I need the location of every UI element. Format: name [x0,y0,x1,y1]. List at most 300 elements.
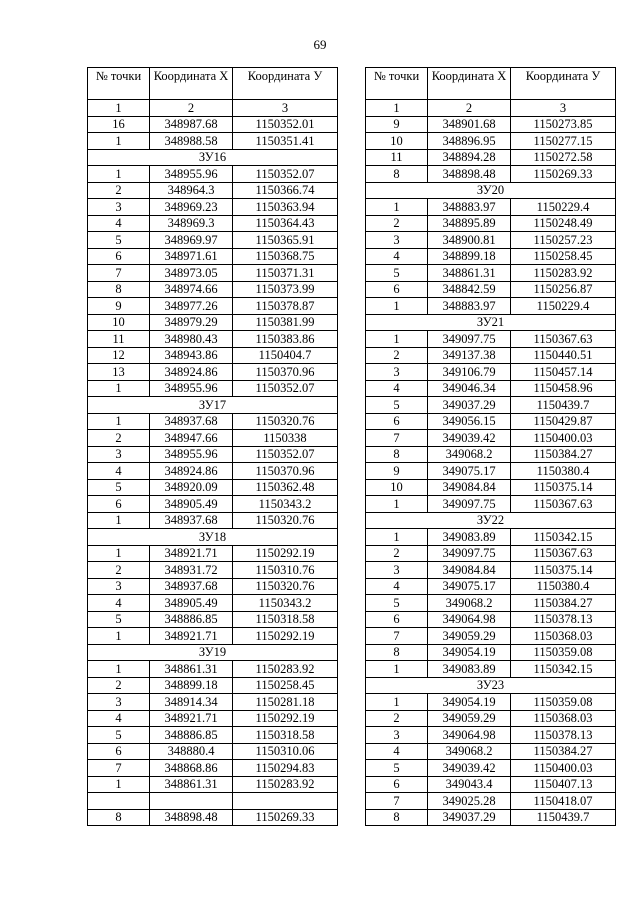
point-number-cell: 1 [88,166,150,183]
table-row [88,446,338,463]
coordinate-y-cell: 1150366.74 [233,182,338,199]
table-row [88,611,338,628]
table-row [366,611,616,628]
coordinate-y-cell: 1150371.31 [233,265,338,282]
point-number-cell: 9 [366,463,428,480]
table-row [366,776,616,793]
table-row [88,232,338,249]
table-row [88,793,338,810]
coordinate-x-cell: 348899.18 [428,248,511,265]
section-row [88,644,338,661]
section-title: ЗУ22 [366,512,616,529]
point-number-cell: 4 [88,710,150,727]
coordinate-y-cell: 1150229.4 [511,298,616,315]
coordinate-x-cell: 349084.84 [428,562,511,579]
table-row [88,347,338,364]
coordinate-x-cell: 348900.81 [428,232,511,249]
coordinate-x-cell: 348895.89 [428,215,511,232]
section-title: ЗУ20 [366,182,616,199]
coordinate-y-cell: 1150292.19 [233,628,338,645]
point-number-cell: 1 [366,694,428,711]
coordinate-x-cell: 348868.86 [150,760,233,777]
point-number-cell: 3 [88,694,150,711]
table-row [366,545,616,562]
coordinate-y-cell: 1150368.75 [233,248,338,265]
coordinate-x-cell: 349097.75 [428,496,511,513]
table-row [366,496,616,513]
point-number-cell: 7 [88,760,150,777]
point-number-cell: 16 [88,116,150,133]
table-row [366,446,616,463]
table-row [366,743,616,760]
point-number-cell: 1 [366,496,428,513]
point-number-cell: 5 [366,595,428,612]
point-number-cell: 8 [88,281,150,298]
coordinate-x-cell: 348898.48 [150,809,233,826]
section-title: ЗУ23 [366,677,616,694]
coordinate-x-cell: 349056.15 [428,413,511,430]
table-row [88,776,338,793]
coordinate-y-cell: 1150378.13 [511,727,616,744]
table-row [366,265,616,282]
coordinate-y-cell: 1150338 [233,430,338,447]
coordinate-y-cell: 1150320.76 [233,578,338,595]
coordinate-y-cell: 1150365.91 [233,232,338,249]
point-number-cell: 7 [366,628,428,645]
section-title: ЗУ16 [88,149,338,166]
table-row [366,331,616,348]
coordinate-y-cell: 1150292.19 [233,545,338,562]
coordinate-x-cell: 348894.28 [428,149,511,166]
coordinate-y-cell: 1150375.14 [511,562,616,579]
coordinate-y-cell: 1150283.92 [511,265,616,282]
table-row [366,298,616,315]
coordinate-x-cell: 348899.18 [150,677,233,694]
coordinate-y-cell: 1150258.45 [511,248,616,265]
point-number-cell: 3 [366,727,428,744]
coordinate-x-cell: 348937.68 [150,578,233,595]
table-row [88,430,338,447]
table-row [88,281,338,298]
coordinate-x-cell: 348973.05 [150,265,233,282]
point-number-cell: 2 [366,347,428,364]
point-number-cell: 4 [366,380,428,397]
coordinate-y-cell: 1150257.23 [511,232,616,249]
coordinate-y-cell: 1150277.15 [511,133,616,150]
coordinate-x-cell: 348955.96 [150,166,233,183]
table-row [366,199,616,216]
point-number-cell: 4 [366,248,428,265]
coordinate-x-cell: 349083.89 [428,661,511,678]
point-number-cell: 11 [88,331,150,348]
point-number-cell [88,793,150,810]
table-row [366,380,616,397]
coordinate-y-cell: 1150352.07 [233,446,338,463]
page-number: 69 [313,37,327,52]
coordinate-y-cell: 1150320.76 [233,512,338,529]
coordinate-x-cell: 348861.31 [150,661,233,678]
coordinate-y-cell: 1150400.03 [511,430,616,447]
coordinate-y-cell: 1150229.4 [511,199,616,216]
section-title: ЗУ17 [88,397,338,414]
point-number-cell: 1 [88,512,150,529]
coordinate-x-cell: 349106.79 [428,364,511,381]
coordinate-y-cell: 1150364.43 [233,215,338,232]
point-number-cell: 3 [88,446,150,463]
table-row [88,496,338,513]
point-number-cell: 8 [366,809,428,826]
coordinate-x-cell: 348947.66 [150,430,233,447]
table-row [88,743,338,760]
coordinate-y-cell: 1150359.08 [511,644,616,661]
point-number-cell: 11 [366,149,428,166]
point-number-cell: 5 [88,479,150,496]
coordinate-y-cell: 1150343.2 [233,595,338,612]
coordinate-x-cell: 348971.61 [150,248,233,265]
coordinate-y-cell: 1150384.27 [511,446,616,463]
table-row [366,116,616,133]
table-row [88,545,338,562]
coordinate-y-cell: 1150362.48 [233,479,338,496]
coordinate-y-cell: 1150384.27 [511,743,616,760]
table-row [366,760,616,777]
section-row [88,149,338,166]
point-number-cell: 5 [366,760,428,777]
coordinate-y-cell: 1150342.15 [511,529,616,546]
coordinate-y-cell: 1150407.13 [511,776,616,793]
coordinate-y-cell: 1150310.06 [233,743,338,760]
point-number-cell: 2 [88,677,150,694]
point-number-cell: 2 [366,215,428,232]
header-coordinate-x: Координата Х [150,68,233,100]
section-title: ЗУ18 [88,529,338,546]
point-number-cell: 1 [88,776,150,793]
coordinate-x-cell: 348883.97 [428,298,511,315]
table-row [88,166,338,183]
coordinate-y-cell: 1150439.7 [511,397,616,414]
coordinate-y-cell: 1150457.14 [511,364,616,381]
coordinate-y-cell: 1150343.2 [233,496,338,513]
table-row [88,463,338,480]
point-number-cell: 8 [366,446,428,463]
point-number-cell: 4 [366,743,428,760]
section-row [366,182,616,199]
coordinate-x-cell: 348987.68 [150,116,233,133]
point-number-cell: 12 [88,347,150,364]
coordinate-y-cell: 1150352.07 [233,380,338,397]
coordinate-x-cell: 348969.23 [150,199,233,216]
table-row [366,232,616,249]
coordinate-x-cell: 348979.29 [150,314,233,331]
coordinate-y-cell: 1150269.33 [511,166,616,183]
coordinate-y-cell: 1150292.19 [233,710,338,727]
coordinate-x-cell: 348905.49 [150,496,233,513]
coordinate-y-cell: 1150370.96 [233,463,338,480]
table-row [88,314,338,331]
coordinate-y-cell: 1150272.58 [511,149,616,166]
coordinate-y-cell: 1150367.63 [511,496,616,513]
coordinate-y-cell: 1150273.85 [511,116,616,133]
point-number-cell: 5 [366,397,428,414]
coordinate-x-cell: 349075.17 [428,463,511,480]
coordinate-x-cell: 349054.19 [428,644,511,661]
coordinate-x-cell: 348905.49 [150,595,233,612]
coordinate-y-cell: 1150370.96 [233,364,338,381]
table-row [366,694,616,711]
point-number-cell: 1 [366,199,428,216]
table-row [366,463,616,480]
coordinate-y-cell: 1150342.15 [511,661,616,678]
coordinate-y-cell: 1150380.4 [511,463,616,480]
table-row [366,644,616,661]
point-number-cell: 1 [88,100,150,117]
coordinate-x-cell: 349037.29 [428,397,511,414]
coordinate-x-cell: 349083.89 [428,529,511,546]
coordinate-y-cell: 1150378.13 [511,611,616,628]
coordinate-y-cell: 1150429.87 [511,413,616,430]
point-number-cell: 5 [88,232,150,249]
coordinate-x-cell: 348883.97 [428,199,511,216]
table-row [88,182,338,199]
point-number-cell: 7 [88,265,150,282]
header-row [366,68,616,100]
coordinate-y-cell: 1150380.4 [511,578,616,595]
header-point-number: № точки [88,68,150,100]
table-row [366,710,616,727]
coordinate-y-cell: 1150363.94 [233,199,338,216]
coordinate-x-cell: 349068.2 [428,595,511,612]
point-number-cell: 1 [88,133,150,150]
coordinate-y-cell: 3 [511,100,616,117]
point-number-cell: 2 [88,182,150,199]
coordinate-x-cell: 349064.98 [428,727,511,744]
coordinate-x-cell: 348937.68 [150,413,233,430]
coordinate-y-cell: 1150440.51 [511,347,616,364]
table-row [88,694,338,711]
coordinate-y-cell: 1150418.07 [511,793,616,810]
point-number-cell: 3 [366,232,428,249]
coordinate-x-cell: 349059.29 [428,628,511,645]
coordinate-x-cell: 349037.29 [428,809,511,826]
header-coordinate-y: Координата У [233,68,338,100]
table-row [88,215,338,232]
coordinate-x-cell: 348988.58 [150,133,233,150]
coordinate-y-cell: 1150281.18 [233,694,338,711]
point-number-cell: 1 [88,628,150,645]
table-row [88,364,338,381]
coordinate-y-cell: 1150318.58 [233,727,338,744]
coordinate-y-cell: 1150248.49 [511,215,616,232]
point-number-cell: 1 [366,331,428,348]
coordinate-x-cell: 349039.42 [428,760,511,777]
point-number-cell: 8 [88,809,150,826]
point-number-cell: 4 [366,578,428,595]
table-row [366,133,616,150]
point-number-cell: 6 [88,743,150,760]
coordinate-y-cell: 1150352.01 [233,116,338,133]
point-number-cell: 1 [366,529,428,546]
point-number-cell: 4 [88,463,150,480]
coordinates-table-left [87,67,338,826]
table-body-right [366,68,616,826]
table-row [88,133,338,150]
point-number-cell: 8 [366,166,428,183]
coordinates-table-right [365,67,616,826]
table-row [88,380,338,397]
table-row [366,595,616,612]
table-row [366,809,616,826]
point-number-cell: 1 [366,661,428,678]
coordinate-x-cell: 348920.09 [150,479,233,496]
point-number-cell: 1 [366,298,428,315]
table-row [366,248,616,265]
coordinate-y-cell [233,793,338,810]
point-number-cell: 7 [366,793,428,810]
header-point-number: № точки [366,68,428,100]
table-row [366,562,616,579]
point-number-cell: 6 [366,281,428,298]
coordinate-x-cell: 349039.42 [428,430,511,447]
coordinate-y-cell: 1150283.92 [233,776,338,793]
point-number-cell: 3 [88,199,150,216]
point-number-cell: 8 [366,644,428,661]
table-body-left [88,68,338,826]
coordinate-x-cell: 348886.85 [150,727,233,744]
coordinate-x-cell: 348886.85 [150,611,233,628]
header-coordinate-y: Координата У [511,68,616,100]
table-row [88,661,338,678]
coordinate-x-cell: 349075.17 [428,578,511,595]
coordinate-y-cell: 1150383.86 [233,331,338,348]
coordinate-x-cell: 349025.28 [428,793,511,810]
point-number-cell: 6 [88,496,150,513]
point-number-cell: 1 [88,661,150,678]
table-row [88,413,338,430]
table-row [88,578,338,595]
coordinate-x-cell: 348955.96 [150,380,233,397]
table-row [366,430,616,447]
section-title: ЗУ21 [366,314,616,331]
coordinate-y-cell: 1150400.03 [511,760,616,777]
table-row [88,628,338,645]
point-number-cell: 2 [366,545,428,562]
table-row [88,595,338,612]
section-row [366,677,616,694]
point-number-cell: 1 [88,380,150,397]
coordinate-y-cell: 1150269.33 [233,809,338,826]
coordinate-x-cell: 348943.86 [150,347,233,364]
point-number-cell: 2 [88,430,150,447]
coordinate-x-cell: 348969.3 [150,215,233,232]
coordinate-y-cell: 1150378.87 [233,298,338,315]
coordinate-x-cell: 348931.72 [150,562,233,579]
coordinate-y-cell: 1150352.07 [233,166,338,183]
coordinate-y-cell: 1150384.27 [511,595,616,612]
point-number-cell: 2 [366,710,428,727]
coordinate-y-cell: 1150404.7 [233,347,338,364]
section-title: ЗУ19 [88,644,338,661]
table-row [366,727,616,744]
table-row [366,793,616,810]
coordinate-x-cell: 349059.29 [428,710,511,727]
coordinate-y-cell: 1150458.96 [511,380,616,397]
point-number-cell: 5 [88,611,150,628]
point-number-cell: 10 [88,314,150,331]
table-row [366,397,616,414]
coordinate-y-cell: 1150294.83 [233,760,338,777]
column-number-row [88,100,338,117]
section-row [366,314,616,331]
coordinate-x-cell: 348977.26 [150,298,233,315]
table-row [88,809,338,826]
point-number-cell: 1 [88,545,150,562]
coordinate-x-cell: 348955.96 [150,446,233,463]
coordinate-x-cell: 348964.3 [150,182,233,199]
coordinate-y-cell: 1150367.63 [511,545,616,562]
table-row [88,199,338,216]
column-number-row [366,100,616,117]
coordinate-y-cell: 1150367.63 [511,331,616,348]
coordinate-x-cell: 348921.71 [150,710,233,727]
coordinate-x-cell: 348924.86 [150,364,233,381]
point-number-cell: 6 [366,776,428,793]
point-number-cell: 6 [366,413,428,430]
coordinate-x-cell: 348924.86 [150,463,233,480]
point-number-cell: 1 [88,413,150,430]
section-row [88,397,338,414]
coordinate-y-cell: 1150381.99 [233,314,338,331]
coordinate-x-cell: 348842.59 [428,281,511,298]
coordinate-x-cell: 348969.97 [150,232,233,249]
coordinate-x-cell: 349097.75 [428,545,511,562]
coordinate-x-cell: 349084.84 [428,479,511,496]
table-row [366,413,616,430]
coordinate-x-cell: 348921.71 [150,628,233,645]
coordinate-x-cell: 349068.2 [428,743,511,760]
table-row [88,710,338,727]
coordinate-x-cell: 348914.34 [150,694,233,711]
coordinate-y-cell: 1150283.92 [233,661,338,678]
coordinate-y-cell: 1150439.7 [511,809,616,826]
table-row [88,512,338,529]
coordinate-x-cell: 349097.75 [428,331,511,348]
coordinate-x-cell: 348861.31 [428,265,511,282]
coordinate-y-cell: 1150368.03 [511,710,616,727]
point-number-cell: 9 [88,298,150,315]
table-row [88,298,338,315]
coordinate-y-cell: 1150258.45 [233,677,338,694]
coordinate-y-cell: 1150318.58 [233,611,338,628]
point-number-cell: 5 [366,265,428,282]
table-row [88,116,338,133]
coordinate-x-cell: 349137.38 [428,347,511,364]
point-number-cell: 6 [88,248,150,265]
point-number-cell: 4 [88,215,150,232]
coordinate-x-cell: 348937.68 [150,512,233,529]
point-number-cell: 1 [366,100,428,117]
table-row [366,215,616,232]
point-number-cell: 3 [366,364,428,381]
section-row [88,529,338,546]
table-row [88,248,338,265]
table-row [88,760,338,777]
table-row [366,166,616,183]
table-row [366,529,616,546]
point-number-cell: 9 [366,116,428,133]
table-row [366,661,616,678]
coordinate-y-cell: 1150359.08 [511,694,616,711]
point-number-cell: 3 [88,578,150,595]
